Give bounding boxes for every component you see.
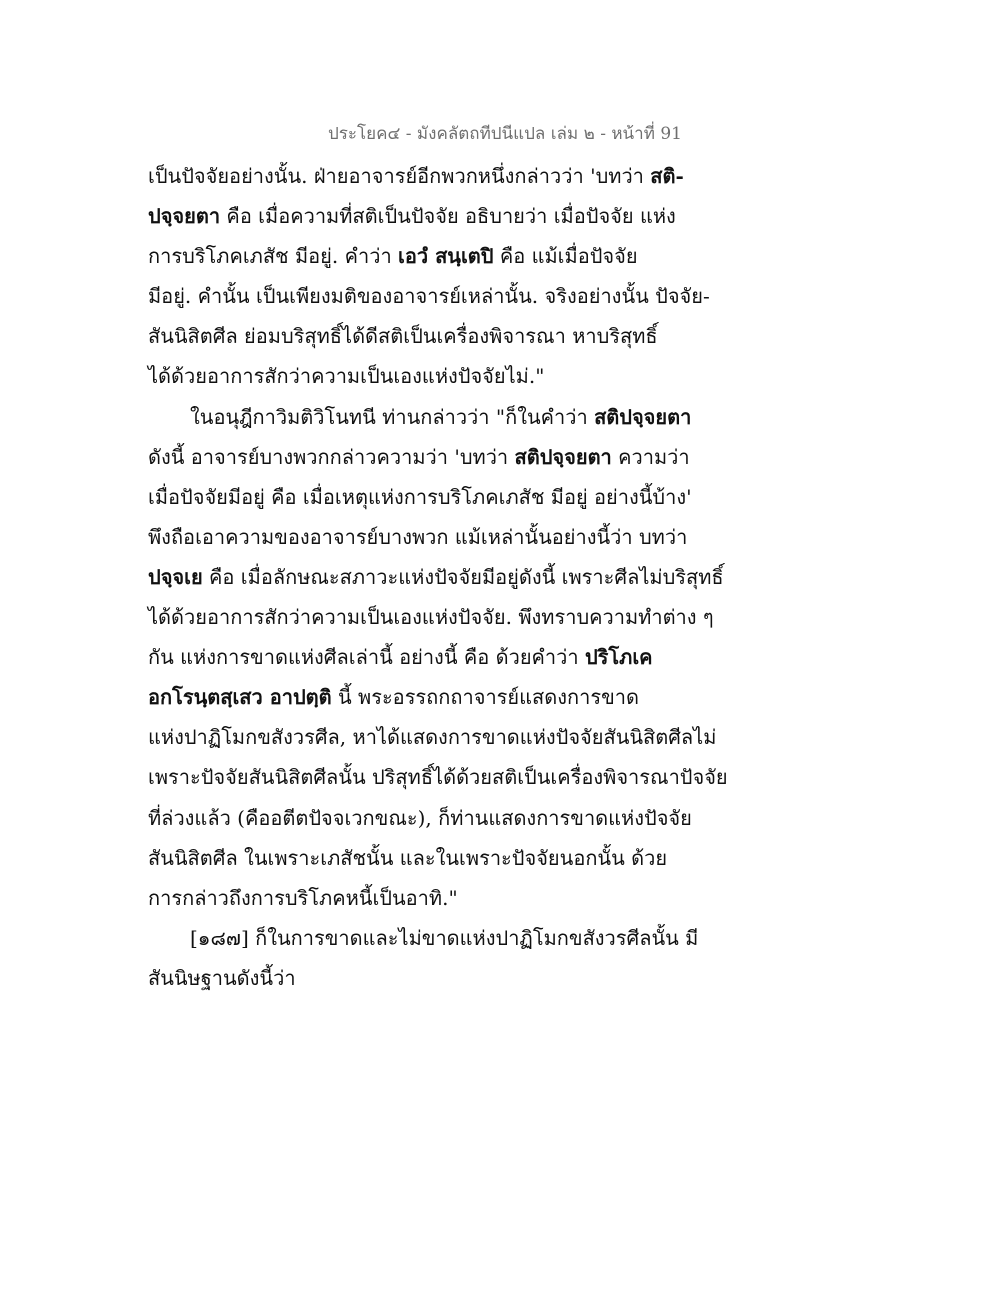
text-run: เป็นปัจจัยอย่างนั้น. ฝ่ายอาจารย์อีกพวกหนึ่งกล่าวว่า 'บทว่า [148, 164, 651, 188]
text-run: มีอยู่. คำนั้น เป็นเพียงมติของอาจารย์เหล่านั้น. จริงอย่างนั้น ปัจจัย- [148, 284, 710, 309]
text-line [148, 717, 717, 757]
text-run: เพราะปัจจัยสันนิสิตศีลนั้น ปริสุทธิ์ได้ด้วยสติเป็นเครื่องพิจารณาปัจจัย [148, 765, 728, 790]
text-run: เมื่อปัจจัยมีอยู่ คือ เมื่อเหตุแห่งการบริโภคเภสัช มีอยู่ อย่างนี้บ้าง' [148, 484, 692, 509]
text-line [148, 517, 708, 557]
bold-pali-term: อกโรนฺตสฺเสว อาปตฺติ [148, 685, 332, 710]
text-line [148, 838, 708, 878]
text-line [148, 356, 708, 396]
text-line [148, 156, 708, 196]
text-run: [๑๘๗] ก็ในการขาดและไม่ขาดแห่งปาฏิโมกขสังวรศีลนั้น มี [190, 925, 699, 950]
paragraph [148, 156, 708, 397]
text-run: การกล่าวถึงการบริโภคหนี้เป็นอาทิ." [148, 885, 458, 910]
text-run: สันนิษฐานดังนี้ว่า [148, 965, 296, 990]
text-run: กัน แห่งการขาดแห่งศีลเล่านี้ อย่างนี้ คือ ด้วยคำว่า [148, 645, 585, 670]
text-run: ในอนุฎีกาวิมติวิโนทนี ท่านกล่าวว่า "ก็ในคำว่า [190, 404, 595, 429]
text-line [148, 437, 708, 477]
text-run: ได้ด้วยอาการสักว่าความเป็นเองแห่งปัจจัย. พึงทราบความทำต่าง ๆ [148, 605, 714, 630]
bold-pali-term: สติ- [650, 164, 684, 188]
text-line [148, 918, 708, 958]
running-header: ประโยค๔ - มังคลัตถทีปนีแปล เล่ม ๒ - หน้าที่ 91 [328, 124, 682, 144]
body-text [148, 156, 728, 998]
text-line [148, 798, 708, 838]
text-line [148, 236, 708, 276]
text-line [148, 196, 708, 236]
text-run: นี้ พระอรรถกถาจารย์แสดงการขาด [331, 685, 639, 710]
bold-pali-term: ปจฺจเย [148, 564, 203, 589]
bold-pali-term: ปริโภเค [584, 645, 653, 670]
text-line [148, 316, 708, 356]
text-run: การบริโภคเภสัช มีอยู่. คำว่า [148, 244, 399, 269]
paragraph [148, 397, 728, 918]
text-run: ได้ด้วยอาการสักว่าความเป็นเองแห่งปัจจัยไม่." [148, 364, 545, 389]
text-run: สันนิสิตศีล ย่อมบริสุทธิ์ได้ดีสติเป็นเครื่องพิจารณา หาบริสุทธิ์ [148, 324, 658, 349]
text-run: แห่งปาฏิโมกขสังวรศีล, หาได้แสดงการขาดแห่งปัจจัยสันนิสิตศีลไม่ [148, 725, 717, 750]
bold-pali-term: สติปจฺจยตา [594, 404, 692, 429]
text-line [148, 677, 708, 717]
text-run: สันนิสิตศีล ในเพราะเภสัชนั้น และในเพราะปัจจัยนอกนั้น ด้วย [148, 845, 668, 870]
text-line [148, 637, 708, 677]
text-run: ดังนี้ อาจารย์บางพวกกล่าวความว่า 'บทว่า [148, 444, 515, 469]
paragraph [148, 918, 708, 998]
text-line [148, 397, 708, 437]
text-line [148, 477, 708, 517]
text-line [148, 597, 714, 637]
text-line [148, 958, 708, 998]
text-run: ความว่า [611, 444, 690, 469]
text-line [148, 276, 708, 316]
text-run: ที่ล่วงแล้ว (คืออตีตปัจจเวกขณะ), ก็ท่านแสดงการขาดแห่งปัจจัย [148, 805, 692, 830]
text-line [148, 878, 708, 918]
bold-pali-term: สติปจฺจยตา [514, 444, 612, 469]
text-line [148, 557, 724, 597]
text-run: คือ เมื่อลักษณะสภาวะแห่งปัจจัยมีอยู่ดังนี้ เพราะศีลไม่บริสุทธิ์ [202, 564, 724, 589]
text-run: พึงถือเอาความของอาจารย์บางพวก แม้เหล่านั้นอย่างนี้ว่า บทว่า [148, 524, 688, 549]
bold-pali-term: ปจฺจยตา [148, 204, 221, 229]
text-run: คือ แม้เมื่อปัจจัย [493, 244, 638, 269]
text-line [148, 757, 728, 797]
text-run: คือ เมื่อความที่สติเป็นปัจจัย อธิบายว่า เมื่อปัจจัย แห่ง [220, 204, 676, 229]
bold-pali-term: เอวํ สนฺเตปิ [398, 244, 494, 269]
